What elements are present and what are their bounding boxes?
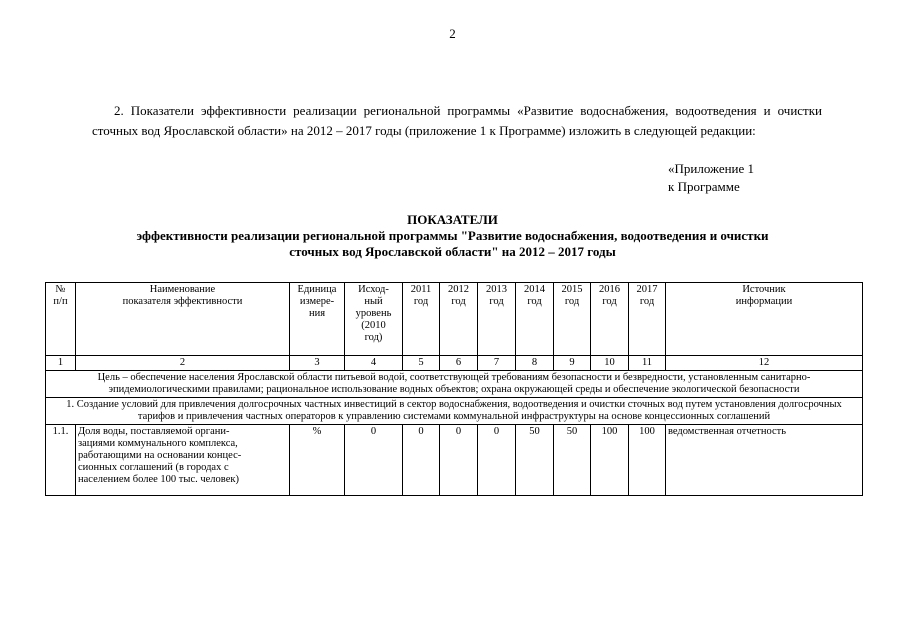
header-num: № п/п — [46, 283, 76, 356]
col-number: 2 — [76, 356, 290, 371]
table-header-row — [46, 283, 863, 356]
header-unit: Единица измере- ния — [290, 283, 345, 356]
row-2016: 100 — [591, 425, 629, 496]
col-number: 6 — [440, 356, 478, 371]
document-title — [80, 212, 825, 260]
goal-row — [46, 371, 863, 398]
row-indicator-name: Доля воды, поставляемой органи- зациями коммунального комплекса, работающими на основании концес- сионных соглашений (в городах с населением более 100 тыс. человек) — [76, 425, 290, 496]
column-numbers-row — [46, 356, 863, 371]
intro-paragraph — [92, 101, 822, 141]
col-number: 5 — [403, 356, 440, 371]
row-base-level: 0 — [345, 425, 403, 496]
row-num: 1.1. — [46, 425, 76, 496]
header-2015: 2015 год — [554, 283, 591, 356]
row-2017: 100 — [629, 425, 666, 496]
task-text: 1. Создание условий для привлечения долгосрочных частных инвестиций в сектор водоснабжения, водоотведения и очистки сточных вод путем установления долгосрочных тарифов и привлечения частных операторов к управлению системами коммунальной инфраструктуры на основе концессионных соглашений — [46, 398, 863, 425]
appendix-reference — [668, 160, 754, 196]
header-name: Наименование показателя эффективности — [76, 283, 290, 356]
table-row — [46, 425, 863, 496]
header-source: Источник информации — [666, 283, 863, 356]
row-2014: 50 — [516, 425, 554, 496]
header-2013: 2013 год — [478, 283, 516, 356]
header-2017: 2017 год — [629, 283, 666, 356]
col-number: 3 — [290, 356, 345, 371]
goal-text: Цель – обеспечение населения Ярославской области питьевой водой, соответствующей требованиям безопасности и безвредности, установленным санитарно-эпидемиологическими правилами; рациональное использование водных объектов; охрана окружающей среды и обеспечение экологической безопасности — [46, 371, 863, 398]
page-number: 2 — [449, 26, 456, 41]
indicators-table — [45, 282, 863, 496]
header-2012: 2012 год — [440, 283, 478, 356]
title-line-2: эффективности реализации региональной программы "Развитие водоснабжения, водоотведения и очистки — [136, 228, 769, 243]
col-number: 11 — [629, 356, 666, 371]
row-unit: % — [290, 425, 345, 496]
col-number: 8 — [516, 356, 554, 371]
header-2014: 2014 год — [516, 283, 554, 356]
row-2012: 0 — [440, 425, 478, 496]
col-number: 7 — [478, 356, 516, 371]
task-row — [46, 398, 863, 425]
col-number: 4 — [345, 356, 403, 371]
header-base-level: Исход- ный уровень (2010 год) — [345, 283, 403, 356]
row-source: ведомственная отчетность — [666, 425, 863, 496]
header-2011: 2011 год — [403, 283, 440, 356]
col-number: 10 — [591, 356, 629, 371]
col-number: 9 — [554, 356, 591, 371]
col-number: 1 — [46, 356, 76, 371]
row-2011: 0 — [403, 425, 440, 496]
title-main: ПОКАЗАТЕЛИ — [407, 212, 498, 227]
intro-text: 2. Показатели эффективности реализации региональной программы «Развитие водоснабжения, водоотведения и очистки сточных вод Ярославской области» на 2012 – 2017 годы (приложение 1 к Программе) изложить в следующей редакции: — [92, 103, 822, 138]
row-2013: 0 — [478, 425, 516, 496]
col-number: 12 — [666, 356, 863, 371]
title-line-3: сточных вод Ярославской области" на 2012 – 2017 годы — [289, 244, 616, 259]
row-2015: 50 — [554, 425, 591, 496]
appendix-line-2: к Программе — [668, 179, 740, 194]
appendix-line-1: «Приложение 1 — [668, 161, 755, 176]
header-2016: 2016 год — [591, 283, 629, 356]
